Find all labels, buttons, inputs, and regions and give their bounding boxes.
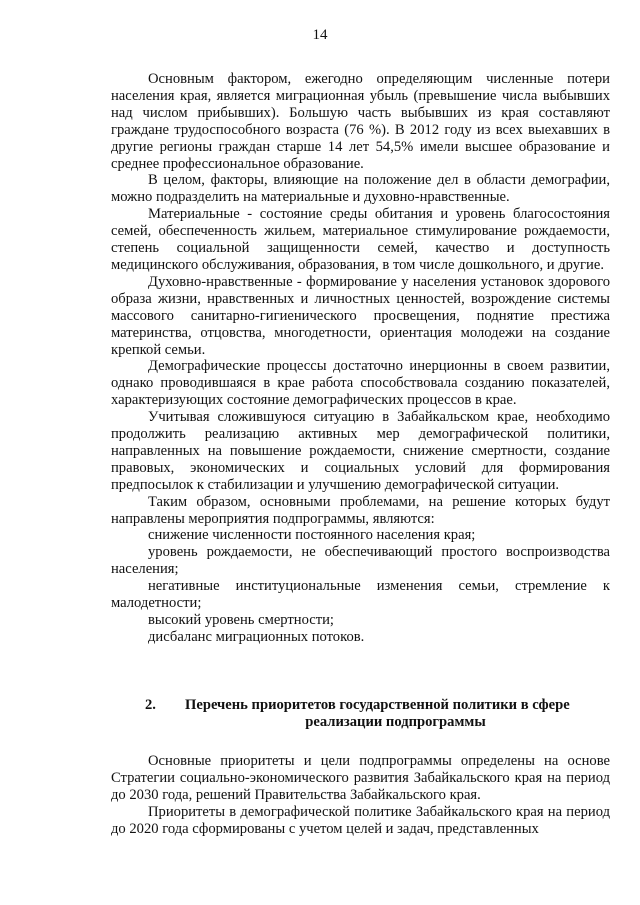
section-number: 2. <box>145 697 156 713</box>
section-body-text <box>111 753 610 838</box>
paragraph-migration: Основным фактором, ежегодно определяющим численные потери населения края, является миграционная убыль (превышение числа выбывших над числом прибывших). Большую часть выбывших из края составляют граждане трудоспособного возраста (76 %). В 2012 году из всех выехавших в другие регионы граждан старше 14 лет 54,5% имели высшее образование и среднее профессиональное образование. <box>111 71 610 172</box>
paragraph-priorities: Основные приоритеты и цели подпрограммы определены на основе Стратегии социально-экономического развития Забайкальского края на период до 2030 года, решений Правительства Забайкальского края. <box>111 753 610 803</box>
paragraph-spiritual: Духовно-нравственные - формирование у населения установок здорового образа жизни, нравственных и личностных ценностей, возрождение системы массового санитарно-гигиенического просвещения, поднятие престижа материнства, отцовства, многодетности, ориентация молодежи на создание крепкой семьи. <box>111 273 610 358</box>
paragraph-inertia: Демографические процессы достаточно инерционны в своем развитии, однако проводившаяся в крае работа способствовала созданию показателей, характеризующих состояние демографических процессов в крае. <box>111 358 610 409</box>
paragraph-problems-intro: Таким образом, основными проблемами, на решение которых будут направлены мероприятия подпрограммы, являются: <box>111 493 610 527</box>
body-text <box>111 71 610 646</box>
paragraph-demographic-policy: Приоритеты в демографической политике Забайкальского края на период до 2020 года сформированы с учетом целей и задач, представленных <box>111 803 610 837</box>
list-item-problem: снижение численности постоянного населения края; <box>148 527 476 544</box>
list-item-problem: высокий уровень смертности; <box>148 612 334 628</box>
section-title-line2: реализации подпрограммы <box>305 714 486 730</box>
list-item-problem: уровень рождаемости, не обеспечивающий простого воспроизводства населения; <box>111 544 610 578</box>
paragraph-material: Материальные - состояние среды обитания и уровень благосостояния семей, обеспеченность жильем, материальное стимулирование рождаемости, степень социальной защищенности семей, качество и доступность медицинского обслуживания, образования, в том числе дошкольного, и другие. <box>111 206 610 273</box>
list-item-problem: негативные институциональные изменения семьи, стремление к малодетности; <box>111 578 610 612</box>
page-number: 14 <box>312 27 328 43</box>
section-title-line1: Перечень приоритетов государственной политики в сфере <box>185 697 570 713</box>
paragraph-factors: В целом, факторы, влияющие на положение дел в области демографии, можно подразделить на материальные и духовно-нравственные. <box>111 172 610 206</box>
list-item-problem: дисбаланс миграционных потоков. <box>148 628 365 645</box>
paragraph-situation: Учитывая сложившуюся ситуацию в Забайкальском крае, необходимо продолжить реализацию активных мер демографической политики, направленных на повышение рождаемости, снижение смертности, создание правовых, экономических и социальных условий для формирования предпосылок к стабилизации и улучшению демографической ситуации. <box>111 409 610 493</box>
